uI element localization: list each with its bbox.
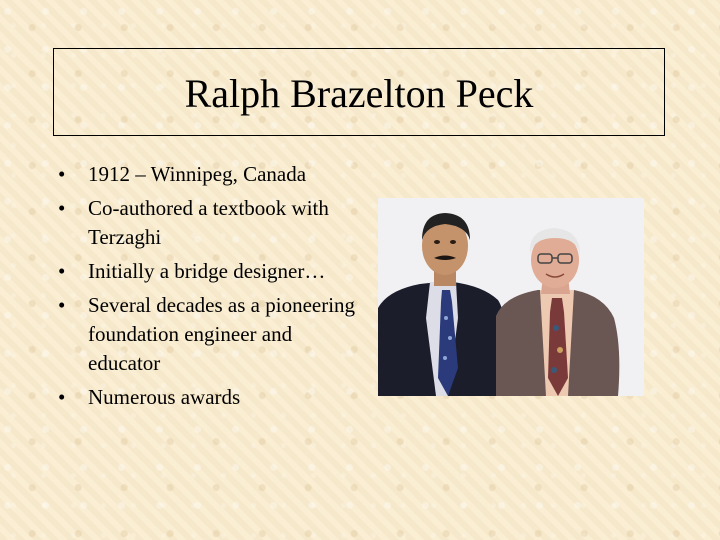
- portrait-illustration: [378, 198, 644, 396]
- title-box: [53, 48, 665, 136]
- bullet-item: [58, 194, 358, 252]
- bullet-text: Initially a bridge designer…: [88, 259, 326, 283]
- bullet-text: 1912 – Winnipeg, Canada: [88, 162, 307, 186]
- bullet-icon: •: [58, 293, 66, 317]
- bullet-list: [58, 160, 358, 417]
- bullet-icon: •: [58, 162, 66, 186]
- bullet-text: Several decades as a pioneering foundation engineer and educator: [88, 293, 356, 375]
- bullet-icon: •: [58, 385, 66, 409]
- bullet-icon: •: [58, 259, 66, 283]
- bullet-text: Co-authored a textbook with Terzaghi: [88, 196, 329, 249]
- bullet-item: [58, 257, 358, 286]
- bullet-text: Numerous awards: [88, 385, 241, 409]
- bullet-item: [58, 291, 358, 378]
- portrait-photo: [378, 198, 644, 396]
- bullet-item: [58, 383, 358, 412]
- bullet-item: [58, 160, 358, 189]
- slide-title: Ralph Brazelton Peck: [184, 71, 534, 116]
- bullet-icon: •: [58, 196, 66, 220]
